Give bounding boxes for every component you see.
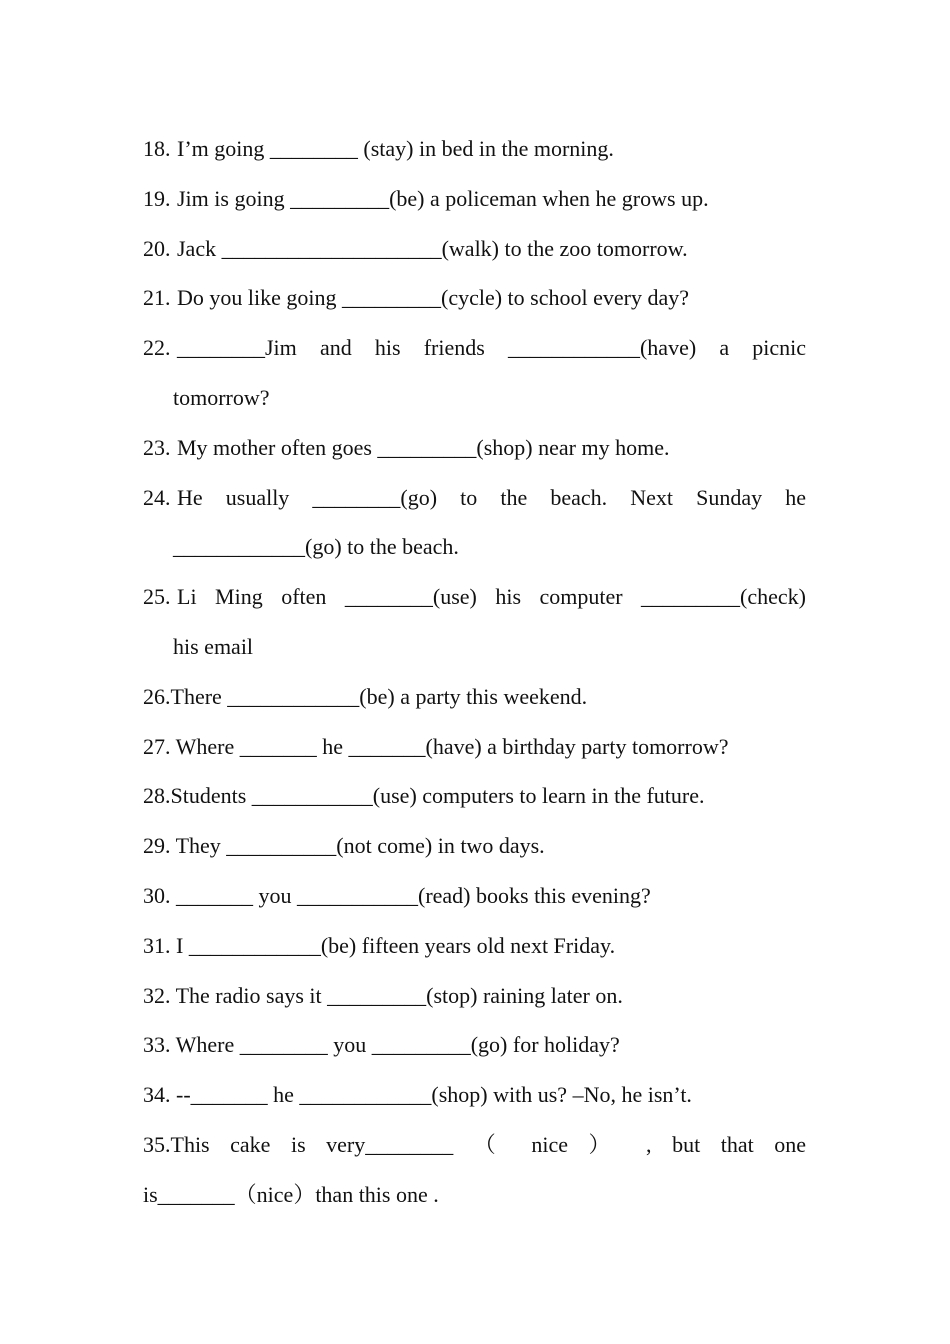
exercise-22-continuation: tomorrow? [173, 384, 270, 410]
exercise-number: 18. [143, 136, 171, 161]
exercise-list [143, 124, 806, 1220]
exercise-25-continuation: his email [173, 633, 254, 659]
exercise-35: 35.This cake is very________ （ nice ） , but that one [143, 1131, 806, 1157]
exercise-number: 22. [143, 335, 171, 361]
exercise-30: 30. _______ you ___________(read) books this evening? [143, 882, 651, 908]
exercise-20 [143, 224, 806, 274]
exercise-text: Jim is going _________(be) a policeman when he grows up. [177, 185, 709, 211]
exercise-text: Li Ming often ________(use) his computer _________(check) [177, 584, 806, 610]
exercise-28: 28.Students ___________(use) computers to learn in the future. [143, 783, 705, 809]
exercise-22 [143, 323, 806, 373]
exercise-number: 19. [143, 185, 171, 211]
exercise-31: 31. I ____________(be) fifteen years old next Friday. [143, 932, 616, 958]
exercise-29: 29. They __________(not come) in two days. [143, 833, 545, 859]
exercise-35-continuation: is_______（nice）than this one . [143, 1181, 439, 1207]
exercise-19 [143, 174, 806, 224]
exercise-34: 34. --_______ he ____________(shop) with us? –No, he isn’t. [143, 1082, 692, 1108]
exercise-21 [143, 273, 806, 323]
exercise-number: 20. [143, 235, 171, 261]
exercise-18 [143, 124, 806, 174]
exercise-27: 27. Where _______ he _______(have) a birthday party tomorrow? [143, 733, 729, 759]
exercise-text: Do you like going _________(cycle) to school every day? [177, 285, 689, 311]
exercise-25 [143, 572, 806, 622]
exercise-text: I’m going ________ (stay) in bed in the morning. [177, 136, 614, 161]
exercise-number: 25. [143, 584, 171, 610]
exercise-text: My mother often goes _________(shop) near my home. [177, 434, 670, 460]
exercise-33: 33. Where ________ you _________(go) for holiday? [143, 1032, 620, 1058]
exercise-26: 26.There ____________(be) a party this weekend. [143, 683, 588, 709]
exercise-32: 32. The radio says it _________(stop) raining later on. [143, 982, 623, 1008]
exercise-number: 21. [143, 285, 171, 311]
exercise-text: ________Jim and his friends ____________(have) a picnic [177, 335, 806, 361]
exercise-number: 24. [143, 484, 171, 510]
exercise-23 [143, 423, 806, 473]
exercise-number: 23. [143, 434, 171, 460]
exercise-24-continuation: ____________(go) to the beach. [173, 534, 459, 560]
exercise-24 [143, 473, 806, 523]
exercise-text: He usually ________(go) to the beach. Next Sunday he [177, 484, 806, 510]
exercise-text: Jack ____________________(walk) to the zoo tomorrow. [177, 235, 688, 261]
